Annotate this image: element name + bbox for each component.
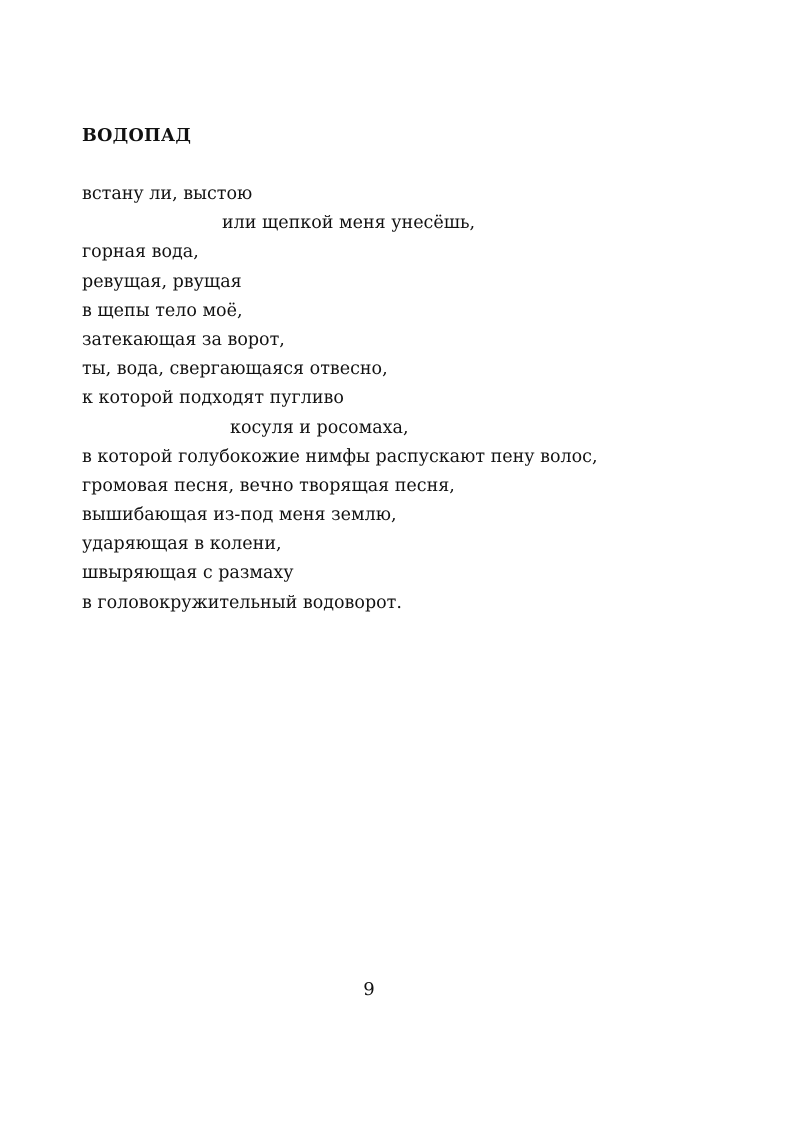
poem-line: громовая песня, вечно творящая песня, xyxy=(82,475,455,496)
poem-line: ревущая, рвущая xyxy=(82,271,242,292)
poem-line: в которой голубокожие нимфы распускают пену волос, xyxy=(82,446,598,467)
poem-line: швыряющая с размаху xyxy=(82,563,294,584)
poem-line: встану ли, выстою xyxy=(82,184,253,204)
page-number: 9 xyxy=(363,979,375,1000)
poem-line-indented: косуля и росомаха, xyxy=(230,417,409,438)
poem-line: горная вода, xyxy=(82,242,199,263)
poem-line: ударяющая в колени, xyxy=(82,534,282,555)
poem-line: затекающая за ворот, xyxy=(82,329,285,350)
poem-line: вышибающая из-под меня землю, xyxy=(82,505,397,526)
poem-line: в головокружительный водоворот. xyxy=(82,592,402,613)
poem-body xyxy=(82,180,722,618)
poem-line: к которой подходят пугливо xyxy=(82,388,344,409)
poem-line-indented: или щепкой меня унесёшь, xyxy=(222,213,476,234)
poem-line: ты, вода, свергающаяся отвесно, xyxy=(82,359,388,380)
poem-line: в щепы тело моё, xyxy=(82,300,243,321)
poem-title: ВОДОПАД xyxy=(82,126,192,146)
